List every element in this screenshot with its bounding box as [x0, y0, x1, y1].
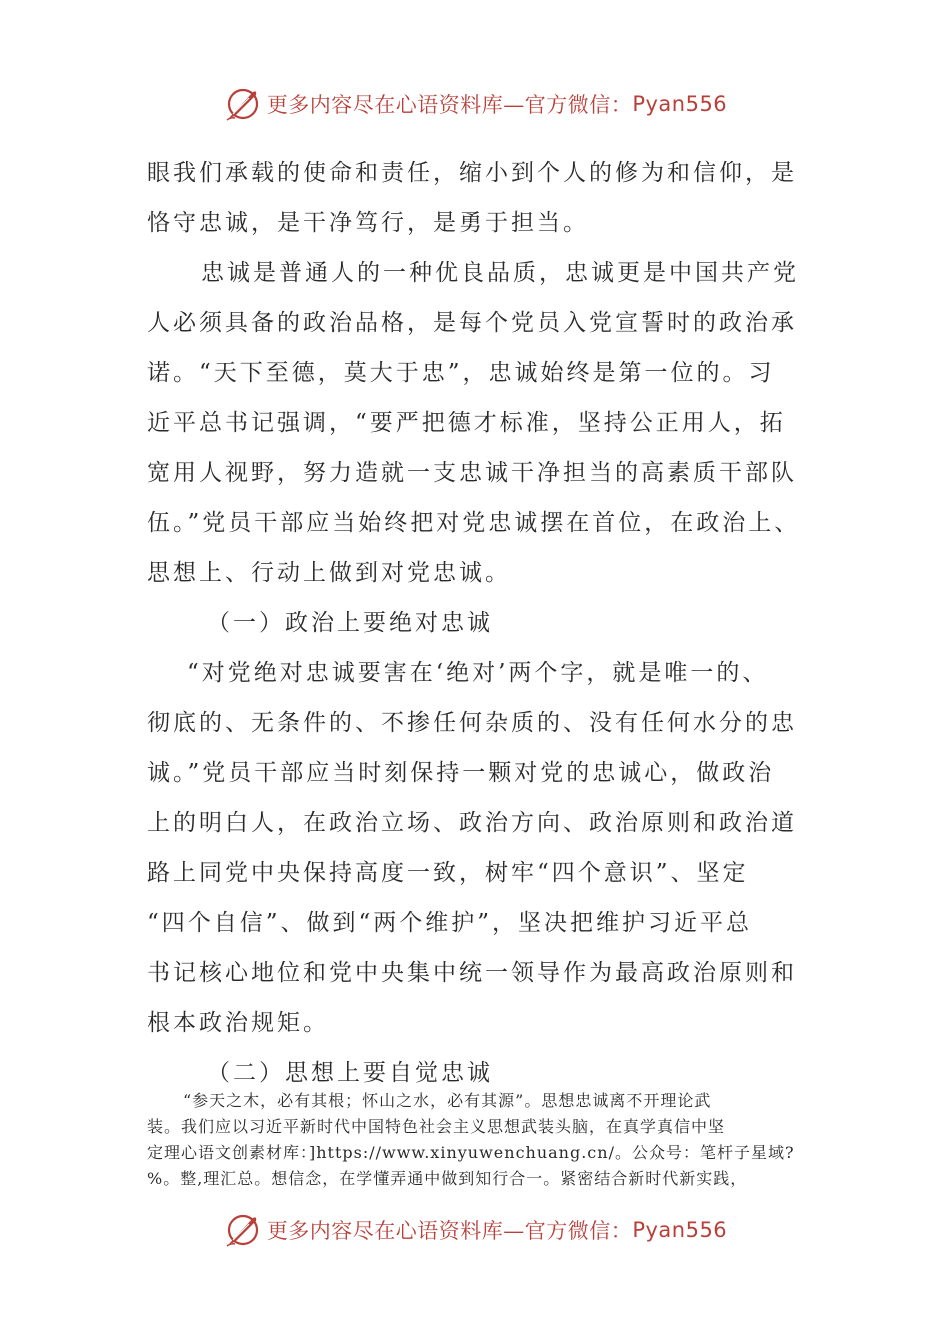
text-line: 宽用人视野，努力造就一支忠诚干净担当的高素质干部队: [147, 460, 797, 486]
text-line: 人必须具备的政治品格，是每个党员入党宣誓时的政治承: [147, 310, 797, 336]
text-line: 路上同党中央保持高度一致，树牢“四个意识”、坚定: [147, 860, 749, 886]
text-line: %。整,理汇总。想信念，在学懂弄通中做到知行合一。紧密结合新时代新实践，: [147, 1169, 748, 1188]
heading-text: （一）政治上要绝对忠诚: [207, 610, 493, 636]
text-line: 根本政治规矩。: [147, 1010, 329, 1036]
text-line: 书记核心地位和党中央集中统一领导作为最高政治原则和: [147, 960, 797, 986]
document-body: [147, 148, 802, 1098]
text-line: “参天之木，必有其根；怀山之水，必有其源”。思想忠诚离不开理论武: [183, 1091, 712, 1110]
small-print-paragraph: [147, 1088, 807, 1192]
header-watermark: [0, 82, 950, 126]
quill-pen-logo-icon: [223, 84, 263, 124]
text-line: 伍。”党员干部应当始终把对党忠诚摆在首位，在政治上、: [147, 510, 801, 536]
quill-pen-logo-icon: [223, 1210, 263, 1250]
text-line: 忠诚是普通人的一种优良品质，忠诚更是中国共产党: [201, 260, 799, 286]
text-line: 近平总书记强调，“要严把德才标准，坚持公正用人，拓: [147, 410, 786, 436]
watermark-account: Pyan556: [632, 92, 728, 116]
watermark-account: Pyan556: [632, 1218, 728, 1242]
text-line: 诚。”党员干部应当时刻保持一颗对党的忠诚心，做政治: [147, 760, 775, 786]
text-line: 诺。“天下至德，莫大于忠”，忠诚始终是第一位的。习: [147, 360, 775, 386]
section-heading-1: [147, 598, 802, 648]
text-line: 彻底的、无条件的、不掺任何杂质的、没有任何水分的忠: [147, 710, 797, 736]
text-line: “四个自信”、做到“两个维护”，坚决把维护习近平总: [147, 910, 753, 936]
watermark-text: 更多内容尽在心语资料库—官方微信：: [266, 1219, 633, 1243]
footer-watermark: [0, 1208, 950, 1252]
text-line: 思想上、行动上做到对党忠诚。: [147, 560, 511, 586]
text-line: 上的明白人，在政治立场、政治方向、政治原则和政治道: [147, 810, 797, 836]
text-line: “对党绝对忠诚要害在‘绝对’两个字，就是唯一的、: [187, 660, 769, 686]
heading-text: （二）思想上要自觉忠诚: [207, 1060, 493, 1086]
text-line: 定理心语文创素材库：]https://www.xinyuwenchuang.cn/。公众号：笔杆子星域?: [147, 1143, 795, 1162]
text-line: 眼我们承载的使命和责任，缩小到个人的修为和信仰，是: [147, 160, 797, 186]
watermark-text: 更多内容尽在心语资料库—官方微信：: [266, 93, 633, 117]
text-line: 恪守忠诚，是干净笃行，是勇于担当。: [147, 210, 589, 236]
text-line: 装。我们应以习近平新时代中国特色社会主义思想武装头脑，在真学真信中坚: [147, 1117, 726, 1136]
paragraph-3: [147, 648, 802, 1048]
paragraph-1: [147, 148, 802, 248]
paragraph-2: [147, 248, 802, 598]
